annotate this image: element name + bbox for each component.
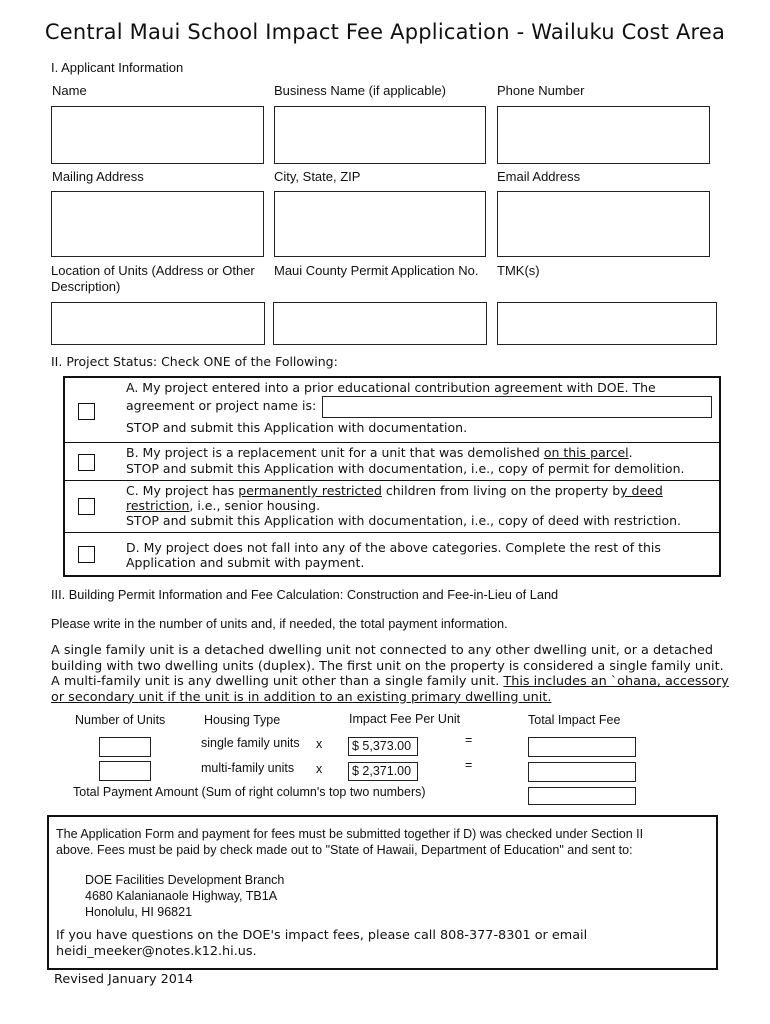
contact-line-1: If you have questions on the DOE's impact fees, please call 808-377-8301 or email <box>56 928 588 943</box>
section-3-heading: III. Building Permit Information and Fee Calculation: Construction and Fee-in-Lieu of Land <box>51 587 559 602</box>
equals-sign: = <box>465 758 473 772</box>
email-input[interactable] <box>497 191 710 257</box>
option-c-underlined-2: y deed <box>620 483 663 498</box>
contact-line-2: heidi_meeker@notes.k12.hi.us. <box>56 944 257 959</box>
single-family-units-input[interactable] <box>99 737 151 757</box>
single-family-label: single family units <box>201 736 300 750</box>
option-a-line1: A. My project entered into a prior educational contribution agreement with DOE. The <box>126 380 656 395</box>
option-c-underlined: permanently restricted <box>238 483 382 498</box>
city-state-zip-input[interactable] <box>274 191 486 257</box>
option-d-line2: Application and submit with payment. <box>126 555 365 570</box>
option-c-line1 <box>126 483 663 499</box>
option-d-checkbox[interactable] <box>78 546 95 563</box>
divider <box>65 442 719 443</box>
city-state-zip-label: City, State, ZIP <box>274 169 361 184</box>
col-impact-fee: Impact Fee Per Unit <box>349 712 461 726</box>
option-b-line1 <box>126 445 633 461</box>
option-a-line2: agreement or project name is: <box>126 398 317 413</box>
email-label: Email Address <box>497 169 581 184</box>
mailing-address-input[interactable] <box>51 191 264 257</box>
definition-paragraph <box>51 643 731 705</box>
name-input[interactable] <box>51 106 264 164</box>
divider <box>65 480 719 481</box>
submission-notice <box>47 815 718 970</box>
option-a-checkbox[interactable] <box>78 403 95 420</box>
para-line-3-underlined: This includes an `ohana, accessory <box>503 674 729 689</box>
multi-family-units-input[interactable] <box>99 761 151 781</box>
revision-date: Revised January 2014 <box>54 972 194 987</box>
option-b-checkbox[interactable] <box>78 454 95 471</box>
address-line-2: 4680 Kalanianaole Highway, TB1A <box>85 889 278 903</box>
agreement-name-input[interactable] <box>322 396 712 418</box>
option-c-underlined-3: restriction <box>126 498 190 513</box>
section-3-instruction: Please write in the number of units and, if needed, the total payment information. <box>51 616 508 631</box>
multiply-sign: x <box>316 737 323 751</box>
col-total-fee: Total Impact Fee <box>528 713 621 727</box>
para-line-1: A single family unit is a detached dwelling unit not connected to any other dwelling unit, or a detached <box>51 643 713 658</box>
divider <box>65 532 719 533</box>
col-housing-type: Housing Type <box>204 713 281 727</box>
multi-family-fee: $ 2,371.00 <box>348 762 418 781</box>
para-line-3-text: A multi-family unit is any dwelling unit other than a single family unit. <box>51 674 504 689</box>
total-payment-input[interactable] <box>528 787 636 805</box>
section-2-heading: II. Project Status: Check ONE of the Following: <box>51 354 338 369</box>
address-line-3: Honolulu, HI 96821 <box>85 905 193 919</box>
total-payment-label: Total Payment Amount (Sum of right column's top two numbers) <box>73 785 426 799</box>
col-number-units: Number of Units <box>75 713 166 727</box>
location-input[interactable] <box>51 302 265 345</box>
option-c-end: , i.e., senior housing. <box>189 498 321 513</box>
single-family-fee: $ 5,373.00 <box>348 737 418 756</box>
name-label: Name <box>52 83 87 98</box>
multiply-sign: x <box>316 762 323 776</box>
option-c-text: C. My project has <box>126 483 239 498</box>
address-line-1: DOE Facilities Development Branch <box>85 873 285 887</box>
equals-sign: = <box>465 733 473 747</box>
tmk-label: TMK(s) <box>497 263 540 278</box>
option-c-checkbox[interactable] <box>78 498 95 515</box>
mailing-address-label: Mailing Address <box>52 169 144 184</box>
page-title: Central Maui School Impact Fee Application - Wailuku Cost Area <box>44 20 726 44</box>
notice-line-2: above. Fees must be paid by check made out to "State of Hawaii, Department of Education" and sent to: <box>56 843 633 857</box>
para-line-3 <box>51 674 731 690</box>
notice-line-1: The Application Form and payment for fees must be submitted together if D) was checked under Section II <box>56 827 644 841</box>
single-family-total-input[interactable] <box>528 737 636 757</box>
option-c-mid: children from living on the property b <box>381 483 621 498</box>
business-name-input[interactable] <box>274 106 486 164</box>
option-c-line3: STOP and submit this Application with documentation, i.e., copy of deed with restriction. <box>126 513 682 528</box>
option-d-line1: D. My project does not fall into any of the above categories. Complete the rest of this <box>126 540 661 555</box>
business-name-label: Business Name (if applicable) <box>274 83 446 98</box>
phone-label: Phone Number <box>497 83 585 98</box>
para-line-4: or secondary unit if the unit is in addition to an existing primary dwelling unit. <box>51 689 552 705</box>
para-line-2: building with two dwelling units (duplex). The first unit on the property is considered a single family unit. <box>51 658 724 674</box>
permit-number-input[interactable] <box>273 302 487 345</box>
option-b-underlined: on this parcel <box>543 445 629 460</box>
section-1-heading: I. Applicant Information <box>51 60 184 75</box>
location-label: Location of Units (Address or Other Description) <box>51 263 255 294</box>
project-status-box <box>63 376 721 577</box>
option-b-line2: STOP and submit this Application with documentation, i.e., copy of permit for demolition. <box>126 461 685 476</box>
option-b-end: . <box>628 445 633 460</box>
option-b-text: B. My project is a replacement unit for a unit that was demolished <box>126 445 544 460</box>
tmk-input[interactable] <box>497 302 717 345</box>
phone-input[interactable] <box>497 106 710 164</box>
option-a-line3: STOP and submit this Application with documentation. <box>126 420 468 435</box>
multi-family-label: multi-family units <box>201 761 295 775</box>
option-c-line2 <box>126 498 320 514</box>
permit-number-label: Maui County Permit Application No. <box>274 263 479 278</box>
multi-family-total-input[interactable] <box>528 762 636 782</box>
